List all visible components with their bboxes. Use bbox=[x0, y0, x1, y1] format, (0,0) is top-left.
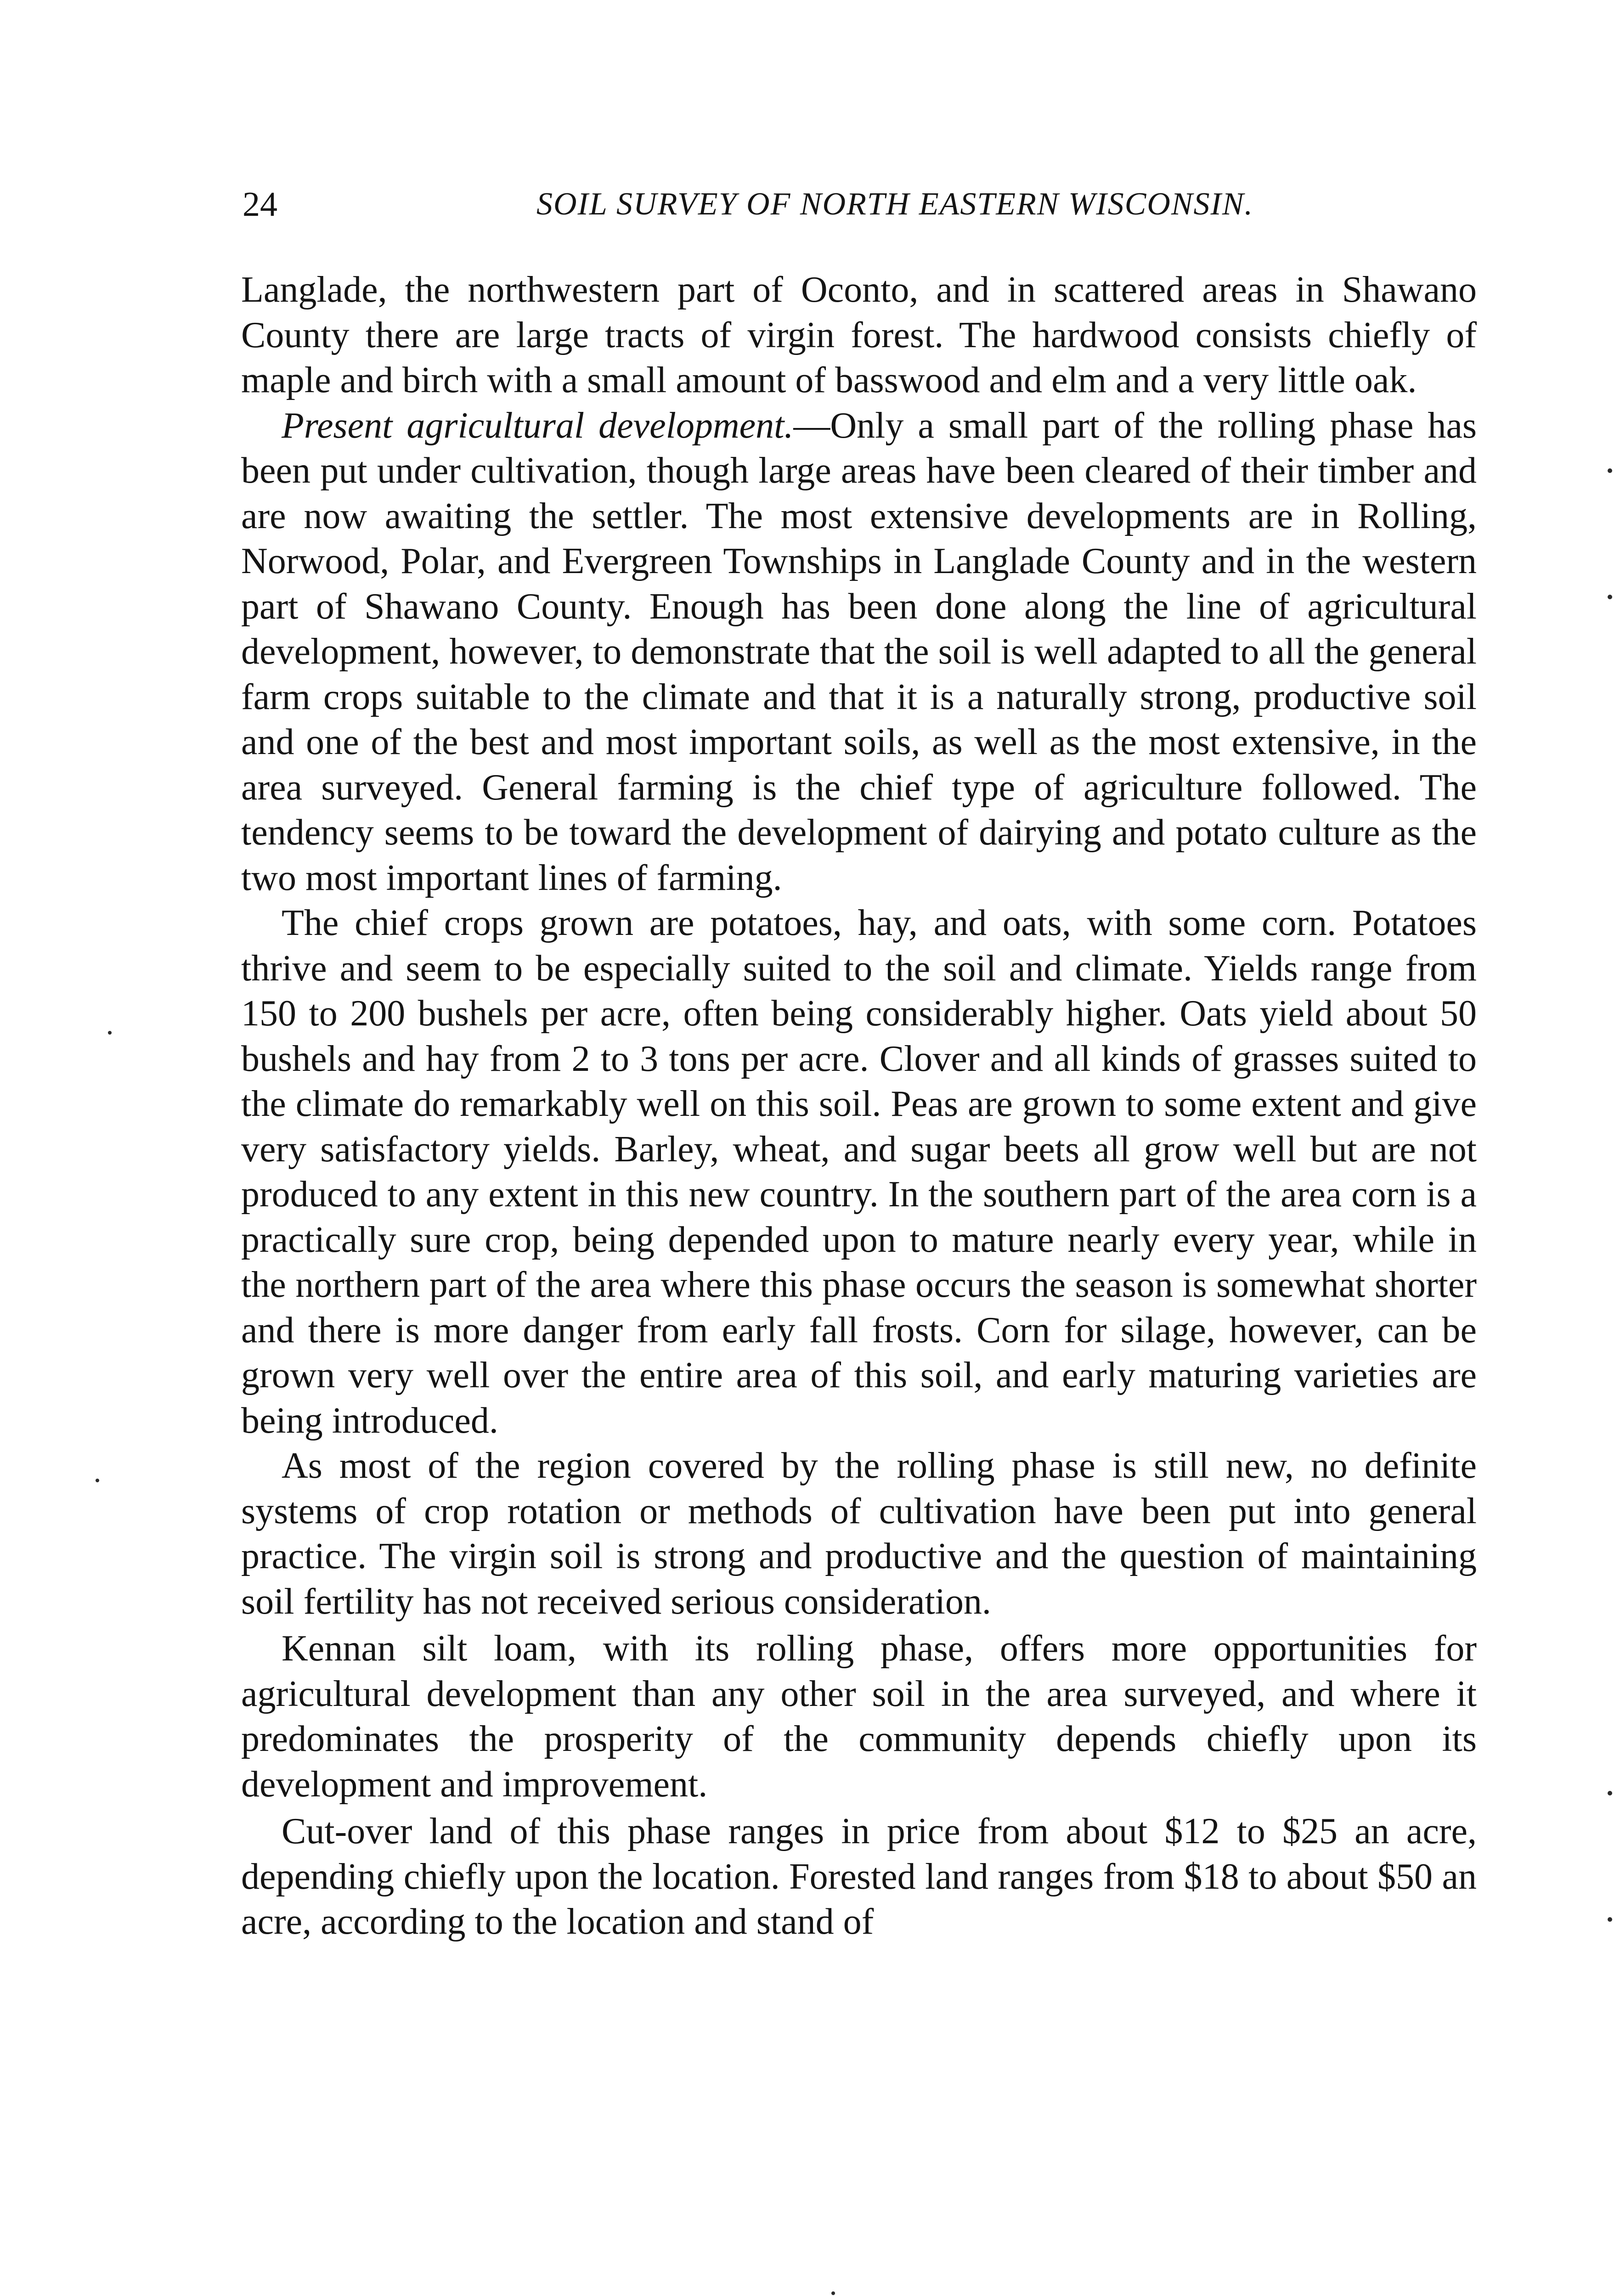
paragraph-text: Kennan silt loam, with its rolling phase, offers more opportunities for agricultural development than any other soil in the area surveyed, and where it predominates the prosperity of the community depends chiefly upon its development and improvement. bbox=[241, 1628, 1477, 1805]
scan-speck bbox=[1608, 468, 1612, 473]
scan-speck bbox=[108, 1031, 112, 1035]
scan-speck bbox=[831, 2291, 835, 2295]
scan-speck bbox=[1608, 595, 1612, 599]
body-text bbox=[241, 267, 1477, 1945]
paragraph-chief-crops bbox=[241, 900, 1477, 1443]
paragraph-kennan-silt-loam bbox=[241, 1626, 1477, 1807]
scan-speck bbox=[1608, 1917, 1612, 1922]
paragraph-text: As most of the region covered by the rolling phase is still new, no definite systems of crop rotation or methods of cultivation have been put into general practice. The virgin soil is strong and productive and the question of maintaining soil fertility has not received serious consideration. bbox=[241, 1446, 1477, 1622]
running-head: SOIL SURVEY OF NORTH EASTERN WISCONSIN. bbox=[536, 186, 1254, 222]
page-number: 24 bbox=[243, 185, 277, 224]
paragraph-text: —Only a small part of the rolling phase has been put under cultivation, though large areas have been cleared of their timber and are now awaiting the settler. The most extensive developments are in Rolling, Norwood, Polar, and Evergreen Townships in Langlade County and in the western part of Shawano County. Enough has been done along the line of agricultural development, however, to demonstrate that the soil is well adapted to all the general farm crops suitable to the climate and that it is a naturally strong, productive soil and one of the best and most important soils, as well as the most extensive, in the area surveyed. General farming is the chief type of agriculture followed. The tendency seems to be toward the development of dairying and potato culture as the two most important lines of farming. bbox=[241, 405, 1477, 898]
paragraph-forest-continuation bbox=[241, 267, 1477, 403]
paragraph-land-prices bbox=[241, 1809, 1477, 1945]
scan-speck bbox=[1608, 1791, 1612, 1795]
page-header bbox=[243, 181, 1483, 227]
paragraph-present-agricultural-development bbox=[241, 403, 1477, 901]
scan-speck bbox=[96, 1479, 99, 1482]
paragraph-text: The chief crops grown are potatoes, hay, and oats, with some corn. Potatoes thrive and seem to be especially suited to the soil and climate. Yields range from 150 to 200 bushels per acre, often being considerably higher. Oats yield about 50 bushels and hay from 2 to 3 tons per acre. Clover and all kinds of grasses suited to the climate do remarkably well on this soil. Peas are grown to some extent and give very satisfactory yields. Barley, wheat, and sugar beets all grow well but are not produced to any extent in this new country. In the southern part of the area corn is a practically sure crop, being depended upon to mature nearly every year, while in the northern part of the area where this phase occurs the season is somewhat shorter and there is more danger from early fall frosts. Corn for silage, however, can be grown very well over the entire area of this soil, and early maturing varieties are being introduced. bbox=[241, 903, 1477, 1441]
paragraph-crop-rotation bbox=[241, 1443, 1477, 1624]
paragraph-text: Langlade, the northwestern part of Oconto, and in scattered areas in Shawano County there are large tracts of virgin forest. The hardwood consists chiefly of maple and birch with a small amount of basswood and elm and a very little oak. bbox=[241, 270, 1477, 400]
section-lead-heading: Present agricultural development. bbox=[282, 405, 794, 446]
paragraph-text: Cut-over land of this phase ranges in price from about $12 to $25 an acre, depending chiefly upon the location. Forested land ranges from $18 to about $50 an acre, according to the location and stand of bbox=[241, 1811, 1477, 1942]
